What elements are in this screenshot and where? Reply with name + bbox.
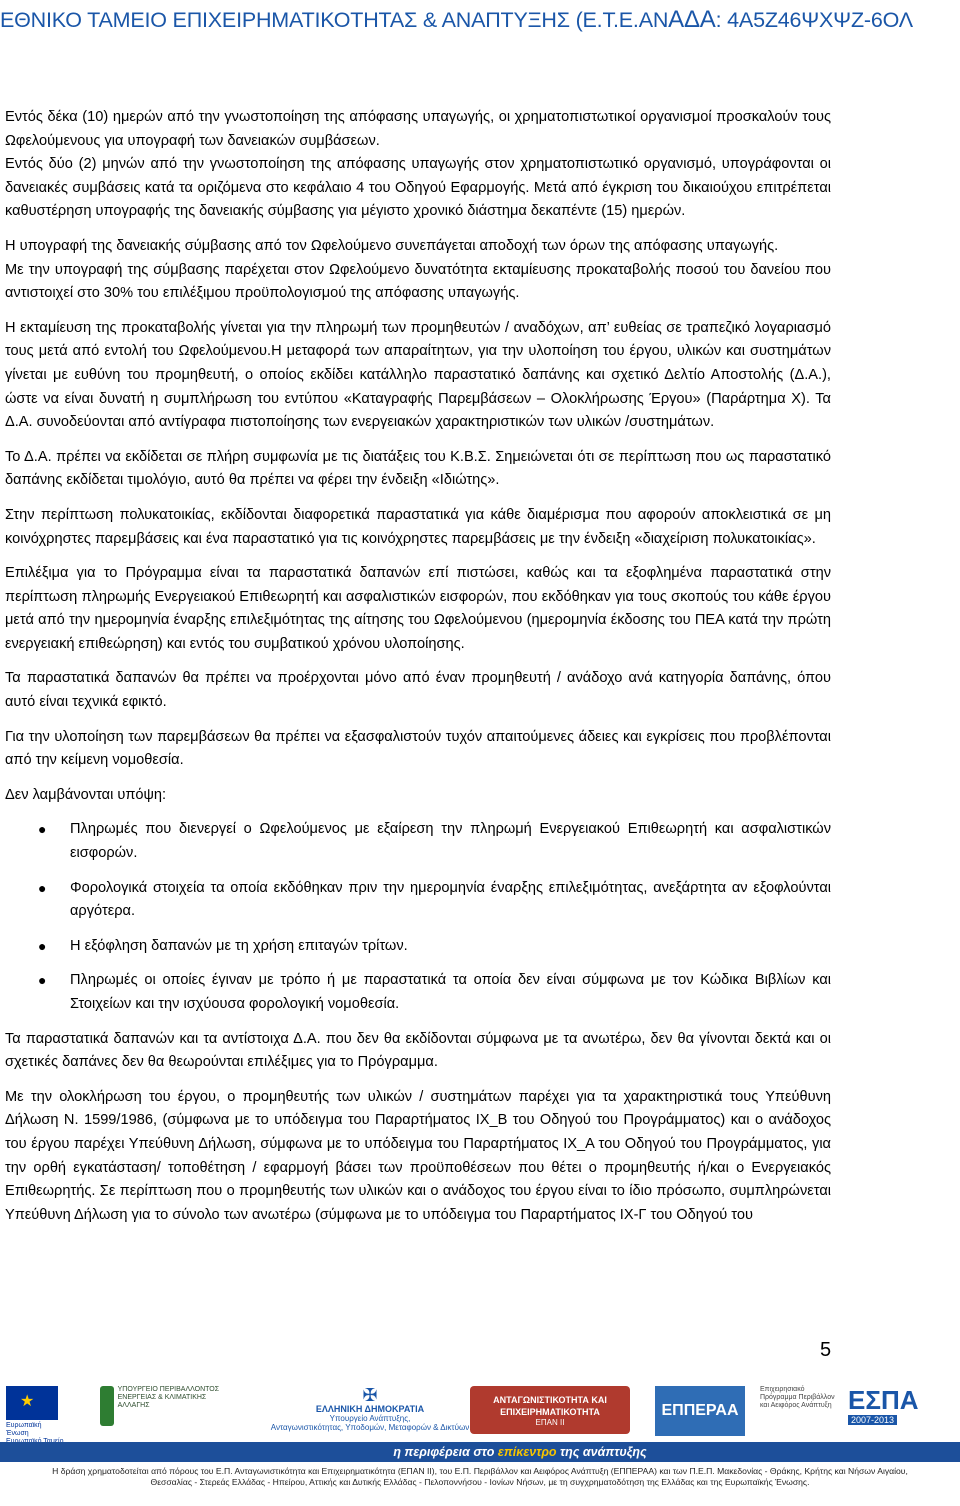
op-environment-text: Επιχειρησιακό Πρόγραμμα Περιβάλλον και Αειφόρος Ανάπτυξη: [760, 1386, 835, 1409]
ministry-emblem-icon: [100, 1386, 114, 1426]
list-item-text: Πληρωμές οι οποίες έγιναν με τρόπο ή με παραστατικά τα οποία δεν είναι σύμφωνα με τον Κώδικα Βιβλίων και Στοιχείων και την ισχύουσα φορολογική νομοθεσία.: [70, 972, 831, 1012]
header-ada-label: ΑΔΑ: [668, 6, 716, 33]
paragraph-10: Για την υλοποίηση των παρεμβάσεων θα πρέπει να εξασφαλιστούν τυχόν απαιτούμενες άδειες και εγκρίσεις που προβλέπονται από την κείμενη νομοθεσία.: [5, 728, 831, 769]
not-covered-title: Δεν λαμβάνονται υπόψη:: [5, 786, 167, 803]
ministry-development-line1: Υπουργείο Ανάπτυξης,: [329, 1414, 411, 1423]
document-header: [0, 2, 960, 38]
paragraph-3: Η υπογραφή της δανειακής σύμβασης από τον Ωφελούμενο συνεπάγεται αποδοχή των όρων της απόφασης υπαγωγής.: [5, 237, 779, 254]
eu-flag-icon: ★: [6, 1386, 58, 1420]
header-ada-value: : 4Α5Ζ46ΨΧΨΖ-6ΟΛ: [715, 8, 913, 32]
espa-years: 2007-2013: [848, 1415, 897, 1425]
bullet-icon: ●: [38, 821, 47, 838]
eu-caption: Ευρωπαϊκή Ένωση: [6, 1422, 42, 1437]
slogan-highlight: επίκεντρο: [497, 1445, 557, 1459]
bullet-icon: ●: [38, 937, 47, 954]
paragraph-7: Στην περίπτωση πολυκατοικίας, εκδίδονται διαφορετικά παραστατικά για κάθε διαμέρισμα που αφορούν αποκλειστικά σε μη κοινόχρηστες παρεμβάσεις και ένα παραστατικό για τις κοινόχρηστες παρεμβάσεις με την ένδειξη «διαχείριση πολυκατοικίας».: [5, 506, 831, 547]
not-covered-list: [5, 818, 831, 1016]
bullet-icon: ●: [38, 972, 47, 989]
paragraph-2: Εντός δύο (2) μηνών από την γνωστοποίηση της απόφασης υπαγωγής στον χρηματοπιστωτικό οργανισμό, υπογράφονται οι δανειακές συμβάσεις κατά τα οριζόμενα στο κεφάλαιο 4 του Οδηγού Εφαρμογής. Μετά από έγκριση του δικαιούχου επιτρέπεται καθυστέρηση υπογραφής της δανειακής σύμβασης για μέγιστο χρονικό διάστημα δεκαπέντε (15) ημερών.: [5, 156, 831, 220]
slogan-prefix: η περιφέρεια στο: [393, 1445, 498, 1459]
ministry-environment-logo: [100, 1386, 220, 1436]
list-item: [5, 969, 831, 1016]
header-org-name: ΕΘΝΙΚΟ ΤΑΜΕΙΟ ΕΠΙΧΕΙΡΗΜΑΤΙΚΟΤΗΤΑΣ & ΑΝΑΠΤΥΞΗΣ (Ε.Τ.Ε.ΑΝ: [0, 8, 669, 32]
list-item-text: Φορολογικά στοιχεία τα οποία εκδόθηκαν πριν την ημερομηνία έναρξης επιλεξιμότητας, ανεξάρτητα αν εξοφλούνται αργότερα.: [70, 879, 831, 920]
logo-strip: [0, 1382, 960, 1440]
paragraph-4: Με την υπογραφή της σύμβασης παρέχεται στον Ωφελούμενο δυνατότητα εκταμίευσης προκαταβολής ποσού του δανείου που αντιστοιχεί στο 30% του επιλέξιμου προϋπολογισμού της απόφασης υπαγωγής.: [5, 261, 831, 302]
funding-fineprint: Η δράση χρηματοδοτείται από πόρους του Ε.Π. Ανταγωνιστικότητα και Επιχειρηματικότητα (ΕΠΑΝ ΙΙ), του Ε.Π. Περιβάλλον και Αειφόρος Ανάπτυξη (ΕΠΠΕΡΑΑ) και των Π.Ε.Π. Μακεδονίας - Θράκης, Κρήτης και Νήσων Αιγαίου, Θεσσαλίας - Στερεάς Ελλάδας - Ηπείρου, Αττικής και Δυτικής Ελλάδας - Πελοποννήσου - Ιονίων Νήσων, με τη συγχρηματοδότηση της Ελλάδας και της Ευρωπαϊκής Ένωσης.: [52, 1466, 908, 1487]
epperaa-text: ΕΠΠΕΡΑΑ: [655, 1386, 745, 1436]
paragraph-5: Η εκταμίευση της προκαταβολής γίνεται για την πληρωμή των προμηθευτών / αναδόχων, απ’ ευθείας σε τραπεζικό λογαριασμό τους μετά από εντολή του Ωφελούμενου.Η μεταφορά των απαραίτητων, για την υλοποίηση του έργου, υλικών και συστημάτων γίνεται με ευθύνη του προμηθευτή, ο οποίος εκδίδει κατάλληλο παραστατικό δαπάνης και σχετικό Δελτίο Αποστολής (Δ.Α.), ώστε να είναι δυνατή η συμπλήρωση του εντύπου «Καταγραφής Παρεμβάσεων – Ολοκλήρωσης Έργου» (Παράρτημα Χ). Τα Δ.Α. συνοδεύονται από αντίγραφα πιστοποίησης των ενεργειακών χαρακτηριστικών των υλικών /συστημάτων.: [5, 319, 831, 431]
paragraph-12: Με την ολοκλήρωση του έργου, ο προμηθευτής των υλικών / συστημάτων παρέχει για τα χαρακτηριστικά τους Υπεύθυνη Δήλωση Ν. 1599/1986, (σύμφωνα με το υπόδειγμα του Παραρτήματος ΙΧ_Β του Οδηγού του Προγράμματος) και ο ανάδοχος του έργου παρέχει Υπεύθυνη Δήλωση, σύμφωνα με το υπόδειγμα του Παραρτήματος ΙΧ_Α του Οδηγού του Προγράμματος, για την ορθή εγκατάσταση/ τοποθέτηση / εφαρμογή βάσει των προϋποθέσεων που θέτει ο προμηθευτής ή/και ο Ενεργειακός Επιθεωρητής. Σε περίπτωση που ο προμηθευτής των υλικών και ο ανάδοχος του έργου είναι το ίδιο πρόσωπο, συμπληρώνεται Υπεύθυνη Δήλωση για το σύνολο των ανωτέρω (σύμφωνα με το υπόδειγμα του Παραρτήματος ΙΧ-Γ του Οδηγού του: [5, 1088, 831, 1223]
slogan-bar: [0, 1442, 960, 1462]
espa-title: ΕΣΠΑ: [848, 1385, 919, 1415]
hellenic-republic-logo: [270, 1386, 470, 1436]
espa-logo: [848, 1386, 952, 1438]
list-item-text: Πληρωμές που διενεργεί ο Ωφελούμενος με εξαίρεση την πληρωμή Ενεργειακού Επιθεωρητή και ασφαλιστικών εισφορών.: [70, 821, 831, 862]
list-item: [5, 935, 831, 959]
greek-emblem-icon: ✠: [362, 1385, 378, 1405]
slogan-suffix: της ανάπτυξης: [556, 1445, 647, 1459]
epperaa-logo: [655, 1386, 745, 1436]
epan-sub: ΕΠΑΝ ΙΙ: [535, 1418, 565, 1427]
ministry-development-line2: Ανταγωνιστικότητας, Υποδομών, Μεταφορών & Δικτύων: [270, 1423, 470, 1432]
list-item: [5, 818, 831, 865]
epan-logo: [470, 1386, 630, 1434]
paragraph-11: Τα παραστατικά δαπανών και τα αντίστοιχα Δ.Α. που δεν θα εκδίδονται σύμφωνα με τα ανωτέρω, δεν θα γίνονται δεκτά και οι σχετικές δαπάνες δεν θα θεωρούνται επιλέξιμες για το Πρόγραμμα.: [5, 1030, 831, 1071]
paragraph-1: Εντός δέκα (10) ημερών από την γνωστοποίηση της απόφασης υπαγωγής, οι χρηματοπιστωτικοί οργανισμοί προσκαλούν τους Ωφελούμενους για υπογραφή των δανειακών συμβάσεων.: [5, 109, 831, 149]
paragraph-6: Το Δ.Α. πρέπει να εκδίδεται σε πλήρη συμφωνία με τις διατάξεις του Κ.Β.Σ. Σημειώνεται ότι σε περίπτωση που ως παραστατικό δαπάνης εκδίδεται τιμολόγιο, αυτό θα πρέπει να φέρει την ένδειξη «Ιδιώτης».: [5, 448, 831, 489]
list-item: [5, 877, 831, 924]
hellenic-republic-title: ΕΛΛΗΝΙΚΗ ΔΗΜΟΚΡΑΤΙΑ: [315, 1404, 425, 1414]
list-item-text: Η εξόφληση δαπανών με τη χρήση επιταγών τρίτων.: [70, 937, 408, 954]
paragraph-8: Επιλέξιμα για το Πρόγραμμα είναι τα παραστατικά δαπανών επί πιστώσει, καθώς και τα εξοφλημένα παραστατικά στην περίπτωση πληρωμής Ενεργειακού Επιθεωρητή και ασφαλιστικών εισφορών, που εκδόθηκαν για τους σκοπούς του κάθε έργου μετά από την ημερομηνία έναρξης επιλεξιμότητας της αίτησης του Ωφελούμενου (ημερομηνία έκδοσης του ΠΕΑ κατά την πρώτη ενεργειακή επιθεώρηση) και εντός του συμβατικού χρόνου υλοποίησης.: [5, 565, 831, 652]
eu-logo: [6, 1386, 66, 1436]
epan-title: ΑΝΤΑΓΩΝΙΣΤΙΚΟΤΗΤΑ ΚΑΙ ΕΠΙΧΕΙΡΗΜΑΤΙΚΟΤΗΤΑ: [493, 1395, 607, 1417]
document-body: [5, 106, 831, 1238]
page-number: 5: [820, 1339, 832, 1361]
funding-footer: [0, 1382, 960, 1506]
slogan-text: [310, 1442, 730, 1462]
paragraph-9: Τα παραστατικά δαπανών θα πρέπει να προέρχονται μόνο από έναν προμηθευτή / ανάδοχο ανά κατηγορία δαπάνης, όπου αυτό είναι τεχνικά εφικτό.: [5, 670, 831, 711]
bullet-icon: ●: [38, 879, 47, 896]
ministry-environment-text: ΥΠΟΥΡΓΕΙΟ ΠΕΡΙΒΑΛΛΟΝΤΟΣ ΕΝΕΡΓΕΙΑΣ & ΚΛΙΜΑΤΙΚΗΣ ΑΛΛΑΓΗΣ: [117, 1386, 220, 1409]
